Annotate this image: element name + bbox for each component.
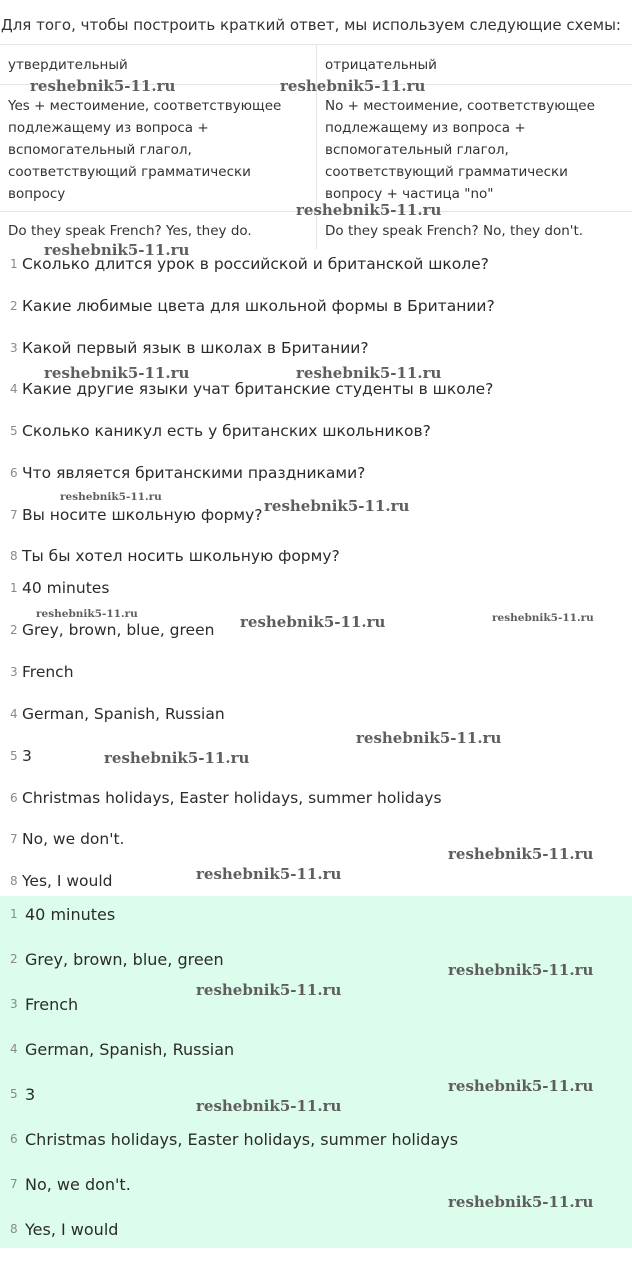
watermark: reshebnik5-11.ru <box>36 608 138 620</box>
question-text: Ты бы хотел носить школьную форму? <box>22 547 340 565</box>
item-number: 1 <box>10 907 18 921</box>
answer-text: No, we don't. <box>22 830 125 848</box>
table-scheme-row <box>0 85 632 212</box>
watermark: reshebnik5-11.ru <box>240 613 386 631</box>
watermark: reshebnik5-11.ru <box>264 497 410 515</box>
item-number: 2 <box>10 952 18 966</box>
watermark: reshebnik5-11.ru <box>196 865 342 883</box>
item-number: 4 <box>10 1042 18 1056</box>
item-number: 4 <box>10 382 18 396</box>
item-number: 5 <box>10 1087 18 1101</box>
list-item <box>0 615 214 645</box>
list-item <box>0 333 369 363</box>
item-number: 7 <box>10 832 18 846</box>
scheme-negative: No + местоимение, соответствующее подлежащему из вопроса + вспомогательный глагол, соответствующий грамматически вопросу + частица "no" <box>316 85 632 211</box>
item-number: 6 <box>10 466 18 480</box>
watermark: reshebnik5-11.ru <box>296 364 442 382</box>
answer-text: German, Spanish, Russian <box>25 1039 235 1059</box>
item-number: 5 <box>10 749 18 763</box>
question-text: Что является британскими праздниками? <box>22 464 366 482</box>
answer-text: German, Spanish, Russian <box>22 705 225 723</box>
question-text: Какие другие языки учат британские студенты в школе? <box>22 380 494 398</box>
watermark: reshebnik5-11.ru <box>104 749 250 767</box>
answer-text: French <box>22 663 74 681</box>
highlighted-answers-block <box>0 896 632 1248</box>
schemes-table <box>0 44 632 249</box>
list-item <box>0 699 225 729</box>
item-number: 3 <box>10 665 18 679</box>
answer-text: Grey, brown, blue, green <box>25 949 224 969</box>
list-item <box>0 416 431 446</box>
list-item <box>0 1169 131 1199</box>
answer-text: Christmas holidays, Easter holidays, summer holidays <box>22 789 442 807</box>
item-number: 6 <box>10 1132 18 1146</box>
item-number: 1 <box>10 581 18 595</box>
table-header-row <box>0 45 632 85</box>
answer-text: 3 <box>22 747 32 765</box>
question-text: Сколько каникул есть у британских школьников? <box>22 422 431 440</box>
watermark: reshebnik5-11.ru <box>448 1193 594 1211</box>
example-affirmative: Do they speak French? Yes, they do. <box>8 223 252 239</box>
item-number: 5 <box>10 424 18 438</box>
answer-text: Grey, brown, blue, green <box>22 621 215 639</box>
question-text: Какие любимые цвета для школьной формы в Британии? <box>22 297 495 315</box>
item-number: 3 <box>10 341 18 355</box>
header-affirmative: утвердительный <box>8 57 128 73</box>
watermark: reshebnik5-11.ru <box>44 364 190 382</box>
list-item <box>0 899 115 929</box>
item-number: 8 <box>10 874 18 888</box>
item-number: 8 <box>10 1222 18 1236</box>
list-item <box>0 374 493 404</box>
scheme-affirmative: Yes + местоимение, соответствующее подлежащему из вопроса + вспомогательный глагол, соответствующий грамматически вопросу <box>8 98 282 202</box>
answer-text: 3 <box>25 1084 36 1104</box>
item-number: 2 <box>10 299 18 313</box>
list-item <box>0 824 124 854</box>
watermark: reshebnik5-11.ru <box>448 845 594 863</box>
watermark: reshebnik5-11.ru <box>492 612 594 624</box>
item-number: 6 <box>10 791 18 805</box>
item-number: 7 <box>10 508 18 522</box>
answer-text: 40 minutes <box>22 579 110 597</box>
list-item <box>0 783 442 813</box>
watermark: reshebnik5-11.ru <box>356 729 502 747</box>
list-item <box>0 989 78 1019</box>
item-number: 2 <box>10 623 18 637</box>
watermark: reshebnik5-11.ru <box>44 241 190 259</box>
list-item <box>0 1079 35 1109</box>
example-negative: Do they speak French? No, they don't. <box>316 212 632 249</box>
answer-text: No, we don't. <box>25 1174 131 1194</box>
list-item <box>0 657 74 687</box>
list-item <box>0 458 365 488</box>
item-number: 1 <box>10 257 18 271</box>
question-text: Сколько длится урок в российской и британской школе? <box>22 255 489 273</box>
watermark: reshebnik5-11.ru <box>280 77 426 95</box>
watermark: reshebnik5-11.ru <box>296 201 442 219</box>
watermark: reshebnik5-11.ru <box>30 77 176 95</box>
list-item <box>0 741 32 771</box>
list-item <box>0 500 263 530</box>
watermark: reshebnik5-11.ru <box>60 491 162 503</box>
question-text: Какой первый язык в школах в Британии? <box>22 339 369 357</box>
list-item <box>0 944 224 974</box>
list-item <box>0 573 109 603</box>
header-negative: отрицательный <box>316 45 632 84</box>
item-number: 8 <box>10 549 18 563</box>
answer-text: Yes, I would <box>25 1219 119 1239</box>
watermark: reshebnik5-11.ru <box>196 981 342 999</box>
item-number: 3 <box>10 997 18 1011</box>
table-example-row <box>0 212 632 249</box>
answer-text: Christmas holidays, Easter holidays, summer holidays <box>25 1129 459 1149</box>
intro-text: Для того, чтобы построить краткий ответ, мы используем следующие схемы: <box>1 16 621 34</box>
answer-text: Yes, I would <box>22 872 113 890</box>
answer-text: French <box>25 994 79 1014</box>
item-number: 4 <box>10 707 18 721</box>
list-item <box>0 541 340 571</box>
answer-text: 40 minutes <box>25 904 116 924</box>
watermark: reshebnik5-11.ru <box>196 1097 342 1115</box>
list-item <box>0 866 113 896</box>
list-item <box>0 1034 234 1064</box>
question-text: Вы носите школьную форму? <box>22 506 263 524</box>
list-item <box>0 1214 118 1244</box>
list-item <box>0 1124 458 1154</box>
watermark: reshebnik5-11.ru <box>448 961 594 979</box>
item-number: 7 <box>10 1177 18 1191</box>
watermark: reshebnik5-11.ru <box>448 1077 594 1095</box>
list-item <box>0 291 495 321</box>
list-item <box>0 249 489 279</box>
